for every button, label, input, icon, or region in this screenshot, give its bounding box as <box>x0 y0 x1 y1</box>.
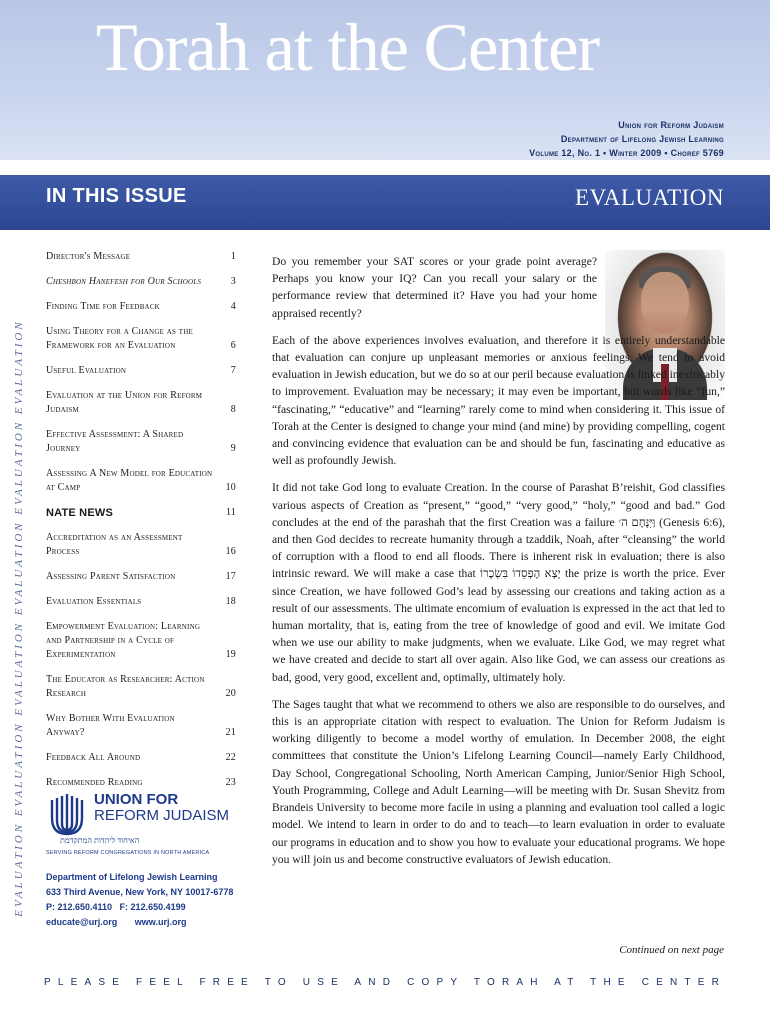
toc-entry[interactable] <box>46 673 236 701</box>
vertical-evaluation-strip <box>6 240 32 1010</box>
toc-entry-label: Finding Time for Feedback <box>46 301 160 312</box>
toc-entry-label: Useful Evaluation <box>46 365 127 376</box>
toc-entry-label: Cheshbon Hanefesh for Our Schools <box>46 276 202 287</box>
toc-entry[interactable] <box>46 364 236 378</box>
toc-entry-label: Accreditation as an Assessment Process <box>46 532 183 557</box>
toc-entry-page: 19 <box>225 649 236 660</box>
toc-entry-page: 3 <box>230 276 236 287</box>
toc-entry-page: 4 <box>230 301 236 312</box>
toc-entry-page: 9 <box>230 443 236 454</box>
publication-info <box>529 118 724 160</box>
toc-entry-label: Director's Message <box>46 251 131 262</box>
contact-block <box>46 870 233 930</box>
continued-note: Continued on next page <box>619 944 724 956</box>
toc-entry[interactable] <box>46 467 236 495</box>
toc-entry-label: Why Bother With Evaluation Anyway? <box>46 713 175 738</box>
toc-entry[interactable] <box>46 506 236 520</box>
toc-entry-label: Assessing A New Model for Education at Camp <box>46 468 213 493</box>
issue-line: Volume 12, No. 1 • Winter 2009 • Choref 5769 <box>529 148 724 158</box>
contact-phone: P: 212.650.4110 F: 212.650.4199 <box>46 902 186 912</box>
toc-entry-label: Evaluation Essentials <box>46 596 142 607</box>
toc-entry[interactable] <box>46 428 236 456</box>
toc-entry-label: NATE NEWS <box>46 507 113 519</box>
table-of-contents <box>46 250 236 801</box>
toc-entry-page: 17 <box>225 571 236 582</box>
toc-entry-page: 10 <box>225 482 236 493</box>
urj-hebrew: האיחוד ליהדות המתקדמת <box>60 836 140 845</box>
toc-entry-label: Evaluation at the Union for Reform Judaism <box>46 390 203 415</box>
toc-entry-page: 16 <box>225 546 236 557</box>
toc-entry-label: Using Theory for a Change as the Framework for an Evaluation <box>46 326 194 351</box>
toc-entry-label: Empowerment Evaluation: Learning and Partnership in a Cycle of Experimentation <box>46 621 201 660</box>
toc-entry[interactable] <box>46 531 236 559</box>
urj-line1: UNION FOR <box>94 791 179 808</box>
toc-entry[interactable] <box>46 300 236 314</box>
urj-wordmark <box>94 792 229 824</box>
toc-entry-label: Effective Assessment: A Shared Journey <box>46 429 184 454</box>
toc-entry-label: Feedback All Around <box>46 752 141 763</box>
article-paragraph-4: The Sages taught that what we recommend to others we also are responsible to do ourselves, and this is an appropriate citation with respect to evaluation. The Union for Reform Judaism is working diligently to become a model worthy of emulation. In December 2008, the eight committees that constitute the Union’s Lifelong Learning Council—namely Early Childhood, Day School, Congregational Schooling, North American Camping, Junior/Senior High School, Youth Programming, College and Adult Learning—will be meeting with Dr. Susan Shevitz from Brandeis University to become more facile in using a planning and evaluation tool called a logic model. We intend to learn in order to do and to teach—to learn evaluation in order to evaluate our programs in education and to show you how to evaluate your educational programs. We hope you will join us and become constructive evaluators of Jewish education. <box>272 697 725 866</box>
contact-web: educate@urj.org www.urj.org <box>46 917 187 927</box>
toc-entry[interactable] <box>46 250 236 264</box>
toc-entry[interactable] <box>46 751 236 765</box>
department-name: Department of Lifelong Jewish Learning <box>560 134 724 144</box>
toc-entry-page: 8 <box>230 404 236 415</box>
toc-entry-page: 21 <box>225 727 236 738</box>
issue-theme-heading: EVALUATION <box>575 185 724 210</box>
article-paragraph-3: It did not take God long to evaluate Creation. In the course of Parashat B’reishit, God classifies various aspects of Creation as “present,” “good,” “very good,” “holy,” “good and bad.” God concludes at the end of the parashah that the first Creation was a failure וַּיִּנָּחֶם ה׳ (Genesis 6:6), and then God decides to recreate humanity through a tzaddik, Noah, after “cleansing” the world of corruption with a flood to end all floods. There is inherent risk in evaluation; there is also intrinsic reward. We will make a case that יָצָא הֶפְסֵדוֹ בִּשְׂכָרוֹ the prize is worth the price. Ever since Creation, we have followed God’s lead by assessing our creations and taking action as a result of our assessments. The ultimate encomium of evaluation is expressed in the act that led to human mortality, that is, eating from the tree of knowledge of good and evil. We imitate God when we use our ability to make judgments, when we evaluate. Like God, we may regret what we have created and decide to start all over again. Also like God, we can assess our creations as bad, good, very good, excellent and, optimally, ultimately holy. <box>272 481 725 684</box>
toc-entry[interactable] <box>46 325 236 353</box>
toc-entry-page: 11 <box>225 507 236 518</box>
contact-address: 633 Third Avenue, New York, NY 10017-6778 <box>46 887 234 897</box>
toc-entry-page: 6 <box>230 340 236 351</box>
urj-line2: REFORM JUDAISM <box>94 807 229 824</box>
toc-entry-page: 20 <box>225 688 236 699</box>
article-body <box>272 253 725 878</box>
footer-banner: PLEASE FEEL FREE TO USE AND COPY TORAH AT THE CENTER <box>43 977 727 988</box>
org-name: Union for Reform Judaism <box>618 120 724 130</box>
toc-entry-page: 1 <box>230 251 236 262</box>
toc-entry[interactable] <box>46 570 236 584</box>
in-this-issue-heading: IN THIS ISSUE <box>46 185 187 207</box>
urj-tagline: SERVING REFORM CONGREGATIONS IN NORTH AMERICA <box>46 850 210 856</box>
article-paragraph-1: Do you remember your SAT scores or your grade point average? Perhaps you know your IQ? Can you recall your salary or the performance review that determined it? Have you had your home appraised recently? <box>272 255 597 320</box>
toc-entry[interactable] <box>46 776 236 790</box>
toc-entry-page: 18 <box>225 596 236 607</box>
toc-entry-label: The Educator as Researcher: Action Research <box>46 674 205 699</box>
article-paragraph-2: Each of the above experiences involves evaluation, and therefore it is entirely understandable that evaluation can conjure up unpleasant memories or anxious feelings. We tend to avoid evaluation in Jewish education, but we do so at our peril because evaluation is linked inextricably to improvement. Evaluation may be necessary; it may even be important, but words like “fun,” “fascinating,” “educative” and “learning” rarely come to mind when considering it. This issue of Torah at the Center is designed to change your mind (and mine) by providing compelling, cogent and convincing evidence that evaluation can be and should be fun, fascinating and educative as well as profoundly Jewish. <box>272 333 725 468</box>
toc-entry-label: Assessing Parent Satisfaction <box>46 571 176 582</box>
toc-entry-page: 22 <box>225 752 236 763</box>
toc-entry-page: 7 <box>230 365 236 376</box>
toc-entry-label: Recommended Reading <box>46 777 143 788</box>
toc-entry[interactable] <box>46 712 236 740</box>
urj-logo <box>46 790 236 860</box>
toc-entry[interactable] <box>46 595 236 609</box>
toc-entry-page: 23 <box>225 777 236 788</box>
toc-entry[interactable] <box>46 389 236 417</box>
toc-entry[interactable] <box>46 620 236 662</box>
masthead <box>0 0 770 160</box>
contact-dept: Department of Lifelong Jewish Learning <box>46 872 218 882</box>
masthead-title: Torah at the Center <box>96 9 600 85</box>
vertical-evaluation-text: EVALUATION EVALUATION EVALUATION EVALUATION EVALUATION EVALUATION <box>13 319 25 917</box>
toc-entry[interactable] <box>46 275 236 289</box>
